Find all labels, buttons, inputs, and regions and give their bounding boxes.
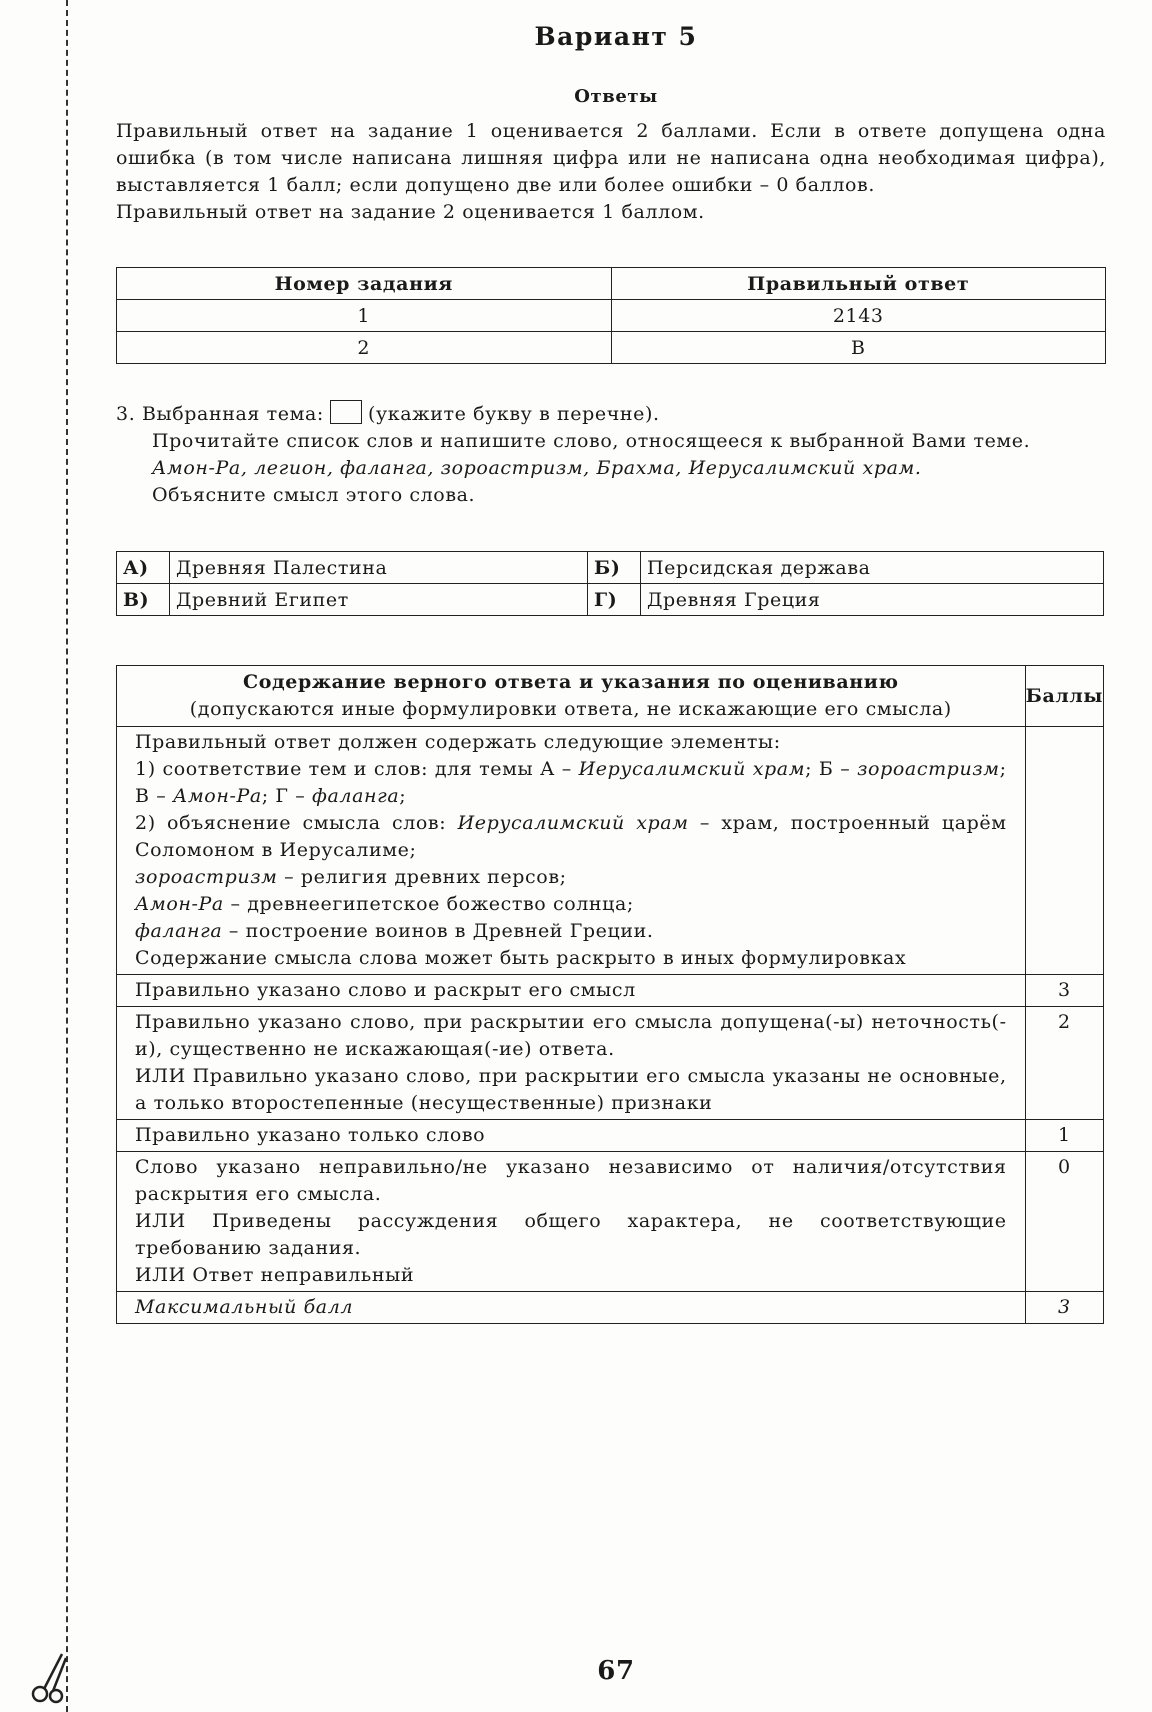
chosen-theme-box[interactable] (330, 400, 362, 424)
task-answer: В (611, 332, 1106, 364)
table-header-row (117, 268, 1106, 300)
task-3-instruction: Прочитайте список слов и напишите слово, относящееся к выбранной Вами теме. (152, 430, 1031, 452)
text: ; Г – (261, 785, 306, 807)
criteria-score: 0 (1025, 1152, 1103, 1292)
term: фаланга (135, 920, 223, 942)
text: ; (399, 785, 407, 807)
text: 1) соответствие тем и слов: для темы А – (135, 758, 572, 780)
scissors-icon (26, 1650, 76, 1705)
theme-name: Древний Египет (170, 584, 588, 616)
theme-name: Персидская держава (641, 552, 1104, 584)
criteria-text-line: ИЛИ Правильно указано слово, при раскрытии его смысла указаны не основные, а только второстепенные (несущественные) признаки (135, 1065, 1007, 1114)
criteria-score: 3 (1025, 975, 1103, 1007)
table-row (117, 332, 1106, 364)
content-item-2 (135, 810, 1007, 864)
task-3-choice-line (116, 400, 1106, 428)
criteria-row (117, 975, 1104, 1007)
criteria-content-row (117, 727, 1104, 975)
content-item-5 (135, 918, 1007, 945)
term: Иерусалимский храм (457, 812, 689, 834)
max-score-value: 3 (1025, 1292, 1103, 1324)
definition: – построение воинов в Древней Греции. (228, 920, 654, 942)
criteria-header-row (117, 666, 1104, 727)
answers-table (116, 267, 1106, 364)
term: зороастризм (857, 758, 1000, 780)
criteria-text (117, 1152, 1026, 1292)
criteria-text-line: Слово указано неправильно/не указано независимо от наличия/отсутствия раскрытия его смысла. (135, 1156, 1007, 1205)
table-row (117, 300, 1106, 332)
themes-table (116, 551, 1104, 616)
term: Амон-Ра (172, 785, 262, 807)
text: ; Б – (805, 758, 851, 780)
term: Иерусалимский храм (578, 758, 806, 780)
criteria-score: 1 (1025, 1120, 1103, 1152)
scoring-rule-task1: Правильный ответ на задание 1 оценивается 2 баллами. Если в ответе допущена одна ошибка (в том числе написана лишняя цифра или не написана одна необходимая цифра), выставляется 1 балл; если допущено две или более ошибки – 0 баллов. (116, 120, 1106, 196)
score-header (1025, 666, 1103, 727)
criteria-content (117, 727, 1026, 975)
term: Амон-Ра (135, 893, 224, 915)
task-number: 2 (117, 332, 612, 364)
criteria-text: Правильно указано только слово (117, 1120, 1026, 1152)
variant-title: Вариант 5 (534, 22, 698, 51)
max-score-label: Максимальный балл (117, 1292, 1026, 1324)
table-row (117, 552, 1104, 584)
page-number: 67 (597, 1656, 635, 1686)
task-3-explain: Объясните смысл этого слова. (152, 484, 476, 506)
theme-letter: А) (117, 552, 170, 584)
scoring-intro (116, 118, 1106, 226)
criteria-text-line: ИЛИ Приведены рассуждения общего характера, не соответствующие требованию задания. (135, 1210, 1007, 1259)
content-intro: Правильный ответ должен содержать следующие элементы: (135, 731, 781, 753)
definition: – древнеегипетское божество солнца; (230, 893, 634, 915)
task-3-number: 3. (116, 403, 136, 425)
score-cell-empty (1025, 727, 1103, 975)
criteria-text (117, 1007, 1026, 1120)
table-row (117, 584, 1104, 616)
text: ; В – (135, 758, 1007, 807)
definition: – религия древних персов; (284, 866, 567, 888)
theme-name: Древняя Палестина (170, 552, 588, 584)
cut-line (66, 0, 68, 1712)
header-correct-answer: Правильный ответ (611, 268, 1106, 300)
criteria-text-line: ИЛИ Ответ неправильный (135, 1264, 415, 1286)
criteria-header-title: Содержание верного ответа и указания по оцениванию (243, 671, 899, 693)
term: зороастризм (135, 866, 278, 888)
criteria-text-line: Правильно указано слово, при раскрытии его смысла допущена(-ы) неточность(-и), существенно не искажающая(-ие) ответа. (135, 1011, 1007, 1060)
criteria-text: Правильно указано слово и раскрыт его смысл (117, 975, 1026, 1007)
theme-letter: Г) (588, 584, 641, 616)
task-answer: 2143 (611, 300, 1106, 332)
criteria-row (117, 1120, 1104, 1152)
content-item-3 (135, 864, 1007, 891)
chosen-theme-label: Выбранная тема: (141, 403, 324, 425)
chosen-theme-hint: (укажите букву в перечне). (367, 403, 660, 425)
criteria-header-note: (допускаются иные формулировки ответа, не искажающие его смысла) (189, 698, 952, 720)
content-item-4 (135, 891, 1007, 918)
scoring-rule-task2: Правильный ответ на задание 2 оценивается 1 баллом. (116, 201, 705, 223)
criteria-table (116, 665, 1104, 1324)
text: 2) объяснение смысла слов: (135, 812, 447, 834)
criteria-row (117, 1152, 1104, 1292)
header-task-number: Номер задания (117, 268, 612, 300)
answers-heading: Ответы (574, 86, 658, 107)
max-score-row (117, 1292, 1104, 1324)
criteria-header (117, 666, 1026, 727)
theme-name: Древняя Греция (641, 584, 1104, 616)
definition: – храм, построенный царём Соломоном в Иерусалиме; (135, 812, 1007, 861)
score-header-label: Баллы (1025, 684, 1103, 707)
criteria-row (117, 1007, 1104, 1120)
content-item-1 (135, 756, 1007, 810)
content-note: Содержание смысла слова может быть раскрыто в иных формулировках (135, 947, 907, 969)
task-number: 1 (117, 300, 612, 332)
term: фаланга (311, 785, 400, 807)
task-3 (116, 400, 1106, 509)
criteria-score: 2 (1025, 1007, 1103, 1120)
theme-letter: Б) (588, 552, 641, 584)
theme-letter: В) (117, 584, 170, 616)
task-3-word-list: Амон-Ра, легион, фаланга, зороастризм, Брахма, Иерусалимский храм. (152, 457, 922, 479)
